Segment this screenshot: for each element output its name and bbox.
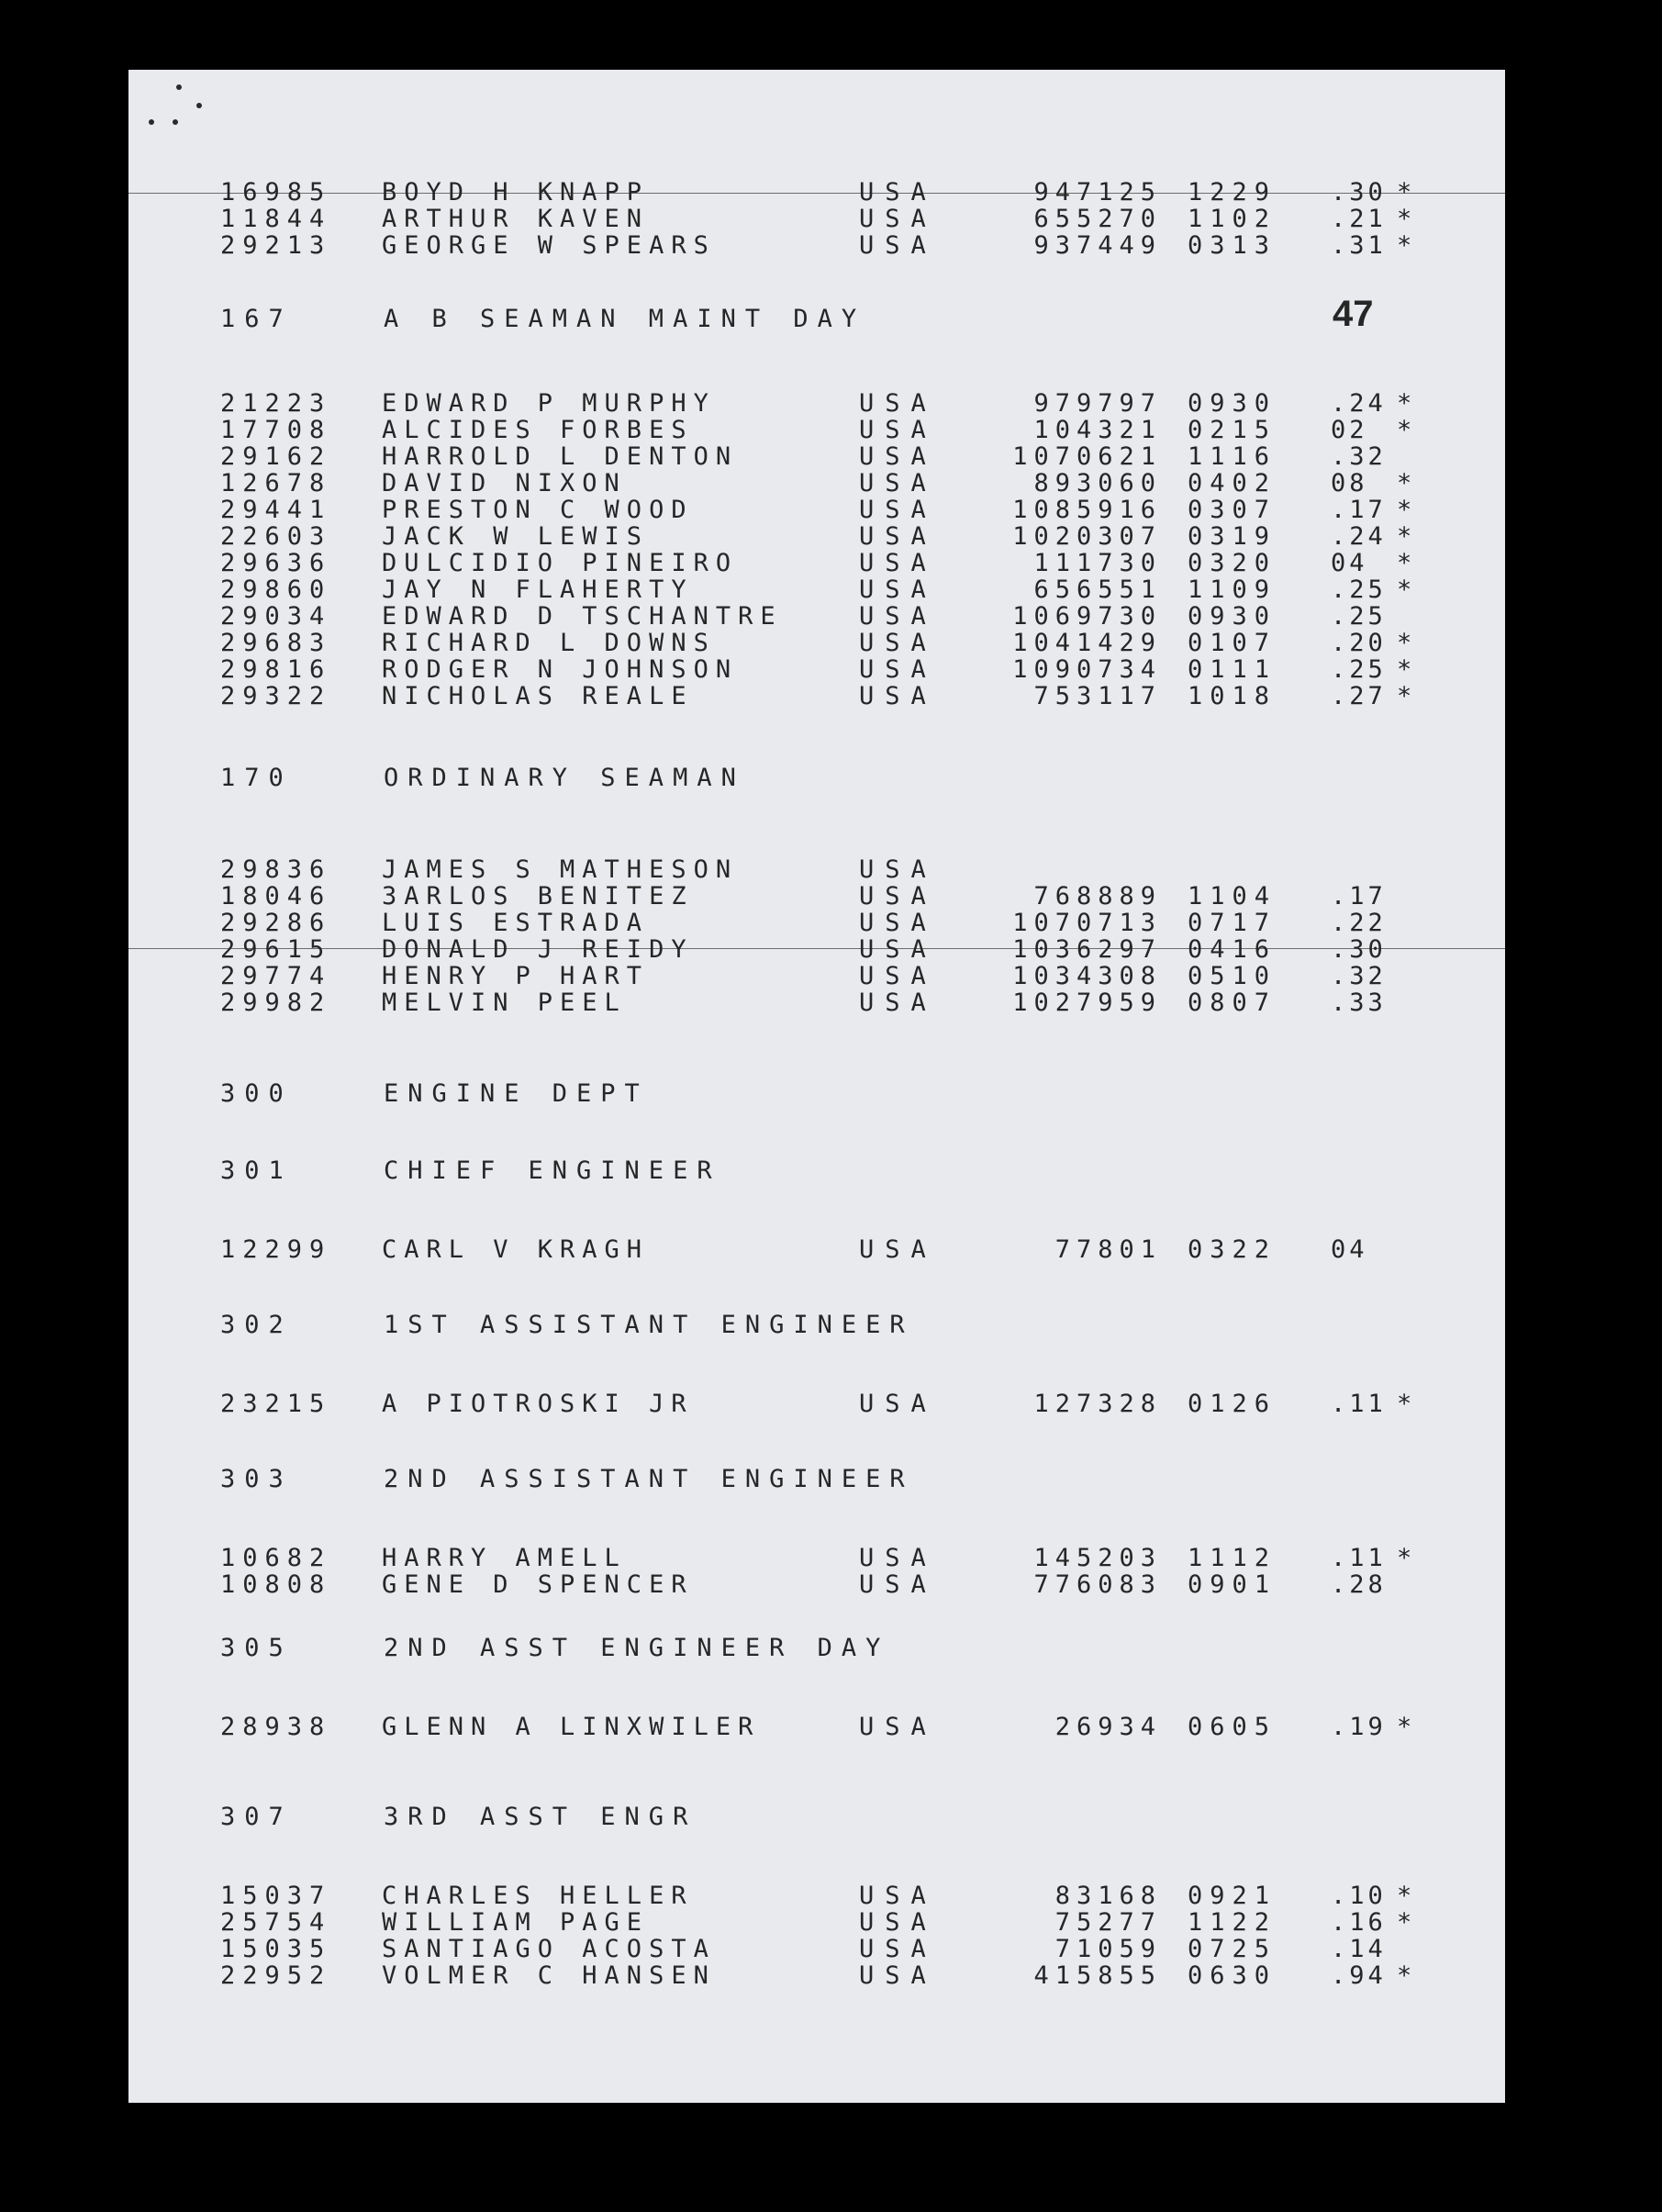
date-code: 0416 [1188, 935, 1277, 964]
section-title: A B SEAMAN MAINT DAY [384, 305, 866, 333]
crew-name: CARL V KRAGH [382, 1235, 650, 1264]
crew-number: 22603 [220, 522, 332, 551]
nationality: USA [859, 935, 937, 964]
section-title: ENGINE DEPT [384, 1079, 649, 1108]
date-code: 0307 [1188, 496, 1277, 524]
document-page [128, 70, 1505, 2103]
document-number: 979797 [1033, 389, 1162, 418]
section-title: 1ST ASSISTANT ENGINEER [384, 1311, 914, 1339]
crew-name: DULCIDIO PINEIRO [382, 549, 739, 577]
document-number: 75277 [1054, 1908, 1162, 1937]
nationality: USA [859, 205, 937, 233]
rate-value: .25 [1331, 602, 1387, 631]
date-code: 0126 [1188, 1390, 1277, 1418]
nationality: USA [859, 1570, 937, 1599]
section-title: CHIEF ENGINEER [384, 1156, 721, 1185]
rate-value: .94 [1331, 1961, 1387, 1990]
nationality: USA [859, 962, 937, 990]
crew-name: EDWARD P MURPHY [382, 389, 716, 418]
asterisk-mark: * [1397, 1713, 1412, 1741]
nationality: USA [859, 909, 937, 937]
document-number: 1070713 [1012, 909, 1162, 937]
rate-value: .25 [1331, 655, 1387, 684]
crew-name: RODGER N JOHNSON [382, 655, 739, 684]
rate-value: .17 [1331, 496, 1387, 524]
crew-number: 29836 [220, 855, 332, 884]
document-number: 127328 [1033, 1390, 1162, 1418]
crew-number: 29162 [220, 442, 332, 471]
rate-value: .16 [1331, 1908, 1387, 1937]
crew-number: 22952 [220, 1961, 332, 1990]
crew-number: 15035 [220, 1935, 332, 1963]
rate-value: .22 [1331, 909, 1387, 937]
rate-value: .32 [1331, 962, 1387, 990]
document-number: 1069730 [1012, 602, 1162, 631]
crew-number: 18046 [220, 882, 332, 910]
rate-value: 08 [1331, 469, 1368, 497]
crew-name: PRESTON C WOOD [382, 496, 694, 524]
document-number: 104321 [1033, 416, 1162, 444]
date-code: 0319 [1188, 522, 1277, 551]
document-number: 655270 [1033, 205, 1162, 233]
nationality: USA [859, 469, 937, 497]
asterisk-mark: * [1397, 1961, 1412, 1990]
crew-name: A PIOTROSKI JR [382, 1390, 694, 1418]
date-code: 1102 [1188, 205, 1277, 233]
crew-name: ALCIDES FORBES [382, 416, 694, 444]
rate-value: .20 [1331, 629, 1387, 657]
date-code: 0930 [1188, 602, 1277, 631]
date-code: 0215 [1188, 416, 1277, 444]
nationality: USA [859, 178, 937, 207]
date-code: 0322 [1188, 1235, 1277, 1264]
rate-value: 02 [1331, 416, 1368, 444]
section-title: 2ND ASST ENGINEER DAY [384, 1634, 890, 1662]
crew-name: MELVIN PEEL [382, 989, 627, 1017]
document-number: 1027959 [1012, 989, 1162, 1017]
rate-value: .14 [1331, 1935, 1387, 1963]
punch-mark [173, 119, 178, 125]
rate-value: .19 [1331, 1713, 1387, 1741]
date-code: 0921 [1188, 1882, 1277, 1910]
nationality: USA [859, 682, 937, 710]
crew-number: 10682 [220, 1544, 332, 1572]
nationality: USA [859, 655, 937, 684]
nationality: USA [859, 575, 937, 604]
section-code: 301 [220, 1156, 293, 1185]
asterisk-mark: * [1397, 416, 1412, 444]
rate-value: .27 [1331, 682, 1387, 710]
document-number: 1085916 [1012, 496, 1162, 524]
nationality: USA [859, 231, 937, 260]
asterisk-mark: * [1397, 522, 1412, 551]
crew-number: 23215 [220, 1390, 332, 1418]
rate-value: .11 [1331, 1390, 1387, 1418]
document-number: 937449 [1033, 231, 1162, 260]
rate-value: 04 [1331, 1235, 1368, 1264]
crew-name: RICHARD L DOWNS [382, 629, 716, 657]
document-number: 77801 [1054, 1235, 1162, 1264]
crew-name: NICHOLAS REALE [382, 682, 694, 710]
punch-mark [196, 103, 202, 108]
section-code: 303 [220, 1465, 293, 1493]
document-number: 83168 [1054, 1882, 1162, 1910]
crew-number: 28938 [220, 1713, 332, 1741]
section-code: 167 [220, 305, 293, 333]
nationality: USA [859, 1390, 937, 1418]
nationality: USA [859, 549, 937, 577]
crew-name: ARTHUR KAVEN [382, 205, 650, 233]
rate-value: .24 [1331, 389, 1387, 418]
nationality: USA [859, 882, 937, 910]
nationality: USA [859, 1235, 937, 1264]
rate-value: .17 [1331, 882, 1387, 910]
crew-number: 29034 [220, 602, 332, 631]
date-code: 1018 [1188, 682, 1277, 710]
document-number: 776083 [1033, 1570, 1162, 1599]
crew-number: 15037 [220, 1882, 332, 1910]
rate-value: .25 [1331, 575, 1387, 604]
date-code: 0630 [1188, 1961, 1277, 1990]
strike-line [128, 948, 1505, 949]
document-number: 111730 [1033, 549, 1162, 577]
crew-name: EDWARD D TSCHANTRE [382, 602, 783, 631]
nationality: USA [859, 496, 937, 524]
rate-value: .28 [1331, 1570, 1387, 1599]
date-code: 0402 [1188, 469, 1277, 497]
date-code: 1104 [1188, 882, 1277, 910]
section-code: 307 [220, 1803, 293, 1831]
section-title: 2ND ASSISTANT ENGINEER [384, 1465, 914, 1493]
crew-number: 29683 [220, 629, 332, 657]
nationality: USA [859, 629, 937, 657]
asterisk-mark: * [1397, 1544, 1412, 1572]
date-code: 0313 [1188, 231, 1277, 260]
nationality: USA [859, 855, 937, 884]
rate-value: .10 [1331, 1882, 1387, 1910]
rate-value: .31 [1331, 231, 1387, 260]
nationality: USA [859, 1713, 937, 1741]
crew-name: JACK W LEWIS [382, 522, 650, 551]
nationality: USA [859, 602, 937, 631]
asterisk-mark: * [1397, 655, 1412, 684]
crew-name: 3ARLOS BENITEZ [382, 882, 694, 910]
crew-number: 29636 [220, 549, 332, 577]
asterisk-mark: * [1397, 496, 1412, 524]
punch-mark [149, 119, 154, 125]
crew-number: 21223 [220, 389, 332, 418]
nationality: USA [859, 1935, 937, 1963]
rate-value: .11 [1331, 1544, 1387, 1572]
asterisk-mark: * [1397, 549, 1412, 577]
section-code: 305 [220, 1634, 293, 1662]
date-code: 0510 [1188, 962, 1277, 990]
document-number: 26934 [1054, 1713, 1162, 1741]
asterisk-mark: * [1397, 205, 1412, 233]
crew-name: GLENN A LINXWILER [382, 1713, 761, 1741]
rate-value: .30 [1331, 935, 1387, 964]
crew-number: 29860 [220, 575, 332, 604]
nationality: USA [859, 1961, 937, 1990]
document-number: 145203 [1033, 1544, 1162, 1572]
crew-number: 29286 [220, 909, 332, 937]
section-code: 300 [220, 1079, 293, 1108]
date-code: 0320 [1188, 549, 1277, 577]
date-code: 0725 [1188, 1935, 1277, 1963]
date-code: 1122 [1188, 1908, 1277, 1937]
rate-value: .32 [1331, 442, 1387, 471]
section-code: 170 [220, 764, 293, 792]
asterisk-mark: * [1397, 231, 1412, 260]
section-code: 302 [220, 1311, 293, 1339]
crew-name: VOLMER C HANSEN [382, 1961, 716, 1990]
asterisk-mark: * [1397, 1882, 1412, 1910]
crew-name: JAMES S MATHESON [382, 855, 739, 884]
crew-number: 29774 [220, 962, 332, 990]
crew-number: 29213 [220, 231, 332, 260]
document-number: 1020307 [1012, 522, 1162, 551]
date-code: 1112 [1188, 1544, 1277, 1572]
date-code: 1116 [1188, 442, 1277, 471]
section-title: ORDINARY SEAMAN [384, 764, 745, 792]
rate-value: .24 [1331, 522, 1387, 551]
nationality: USA [859, 1544, 937, 1572]
asterisk-mark: * [1397, 1908, 1412, 1937]
crew-number: 29816 [220, 655, 332, 684]
crew-number: 10808 [220, 1570, 332, 1599]
strike-line [128, 193, 1505, 194]
document-number: 893060 [1033, 469, 1162, 497]
crew-number: 25754 [220, 1908, 332, 1937]
crew-number: 11844 [220, 205, 332, 233]
nationality: USA [859, 989, 937, 1017]
rate-value: .33 [1331, 989, 1387, 1017]
date-code: 0111 [1188, 655, 1277, 684]
date-code: 0807 [1188, 989, 1277, 1017]
nationality: USA [859, 389, 937, 418]
date-code: 0930 [1188, 389, 1277, 418]
asterisk-mark: * [1397, 682, 1412, 710]
rate-value: 04 [1331, 549, 1368, 577]
document-number: 1034308 [1012, 962, 1162, 990]
crew-name: DONALD J REIDY [382, 935, 694, 964]
crew-number: 12299 [220, 1235, 332, 1264]
crew-name: GEORGE W SPEARS [382, 231, 716, 260]
asterisk-mark: * [1397, 629, 1412, 657]
crew-number: 17708 [220, 416, 332, 444]
document-number: 1090734 [1012, 655, 1162, 684]
crew-number: 29615 [220, 935, 332, 964]
document-number: 415855 [1033, 1961, 1162, 1990]
crew-name: DAVID NIXON [382, 469, 627, 497]
document-number: 656551 [1033, 575, 1162, 604]
crew-name: HARROLD L DENTON [382, 442, 739, 471]
nationality: USA [859, 416, 937, 444]
crew-number: 12678 [220, 469, 332, 497]
rate-value: .21 [1331, 205, 1387, 233]
document-number: 1070621 [1012, 442, 1162, 471]
date-code: 0901 [1188, 1570, 1277, 1599]
document-number: 1041429 [1012, 629, 1162, 657]
asterisk-mark: * [1397, 1390, 1412, 1418]
crew-name: SANTIAGO ACOSTA [382, 1935, 716, 1963]
asterisk-mark: * [1397, 389, 1412, 418]
date-code: 1229 [1188, 178, 1277, 207]
document-number: 71059 [1054, 1935, 1162, 1963]
asterisk-mark: * [1397, 575, 1412, 604]
crew-name: HENRY P HART [382, 962, 650, 990]
asterisk-mark: * [1397, 469, 1412, 497]
date-code: 0605 [1188, 1713, 1277, 1741]
rate-value: .30 [1331, 178, 1387, 207]
crew-name: GENE D SPENCER [382, 1570, 694, 1599]
nationality: USA [859, 1882, 937, 1910]
crew-number: 16985 [220, 178, 332, 207]
crew-number: 29441 [220, 496, 332, 524]
punch-mark [176, 84, 182, 90]
crew-name: HARRY AMELL [382, 1544, 627, 1572]
crew-name: JAY N FLAHERTY [382, 575, 694, 604]
nationality: USA [859, 1908, 937, 1937]
crew-name: BOYD H KNAPP [382, 178, 650, 207]
document-number: 753117 [1033, 682, 1162, 710]
crew-number: 29982 [220, 989, 332, 1017]
asterisk-mark: * [1397, 178, 1412, 207]
document-number: 1036297 [1012, 935, 1162, 964]
nationality: USA [859, 442, 937, 471]
date-code: 1109 [1188, 575, 1277, 604]
date-code: 0717 [1188, 909, 1277, 937]
crew-name: WILLIAM PAGE [382, 1908, 650, 1937]
crew-name: LUIS ESTRADA [382, 909, 650, 937]
nationality: USA [859, 522, 937, 551]
page-number: 47 [1333, 294, 1374, 334]
crew-name: CHARLES HELLER [382, 1882, 694, 1910]
document-number: 768889 [1033, 882, 1162, 910]
crew-number: 29322 [220, 682, 332, 710]
section-title: 3RD ASST ENGR [384, 1803, 697, 1831]
date-code: 0107 [1188, 629, 1277, 657]
document-number: 947125 [1033, 178, 1162, 207]
